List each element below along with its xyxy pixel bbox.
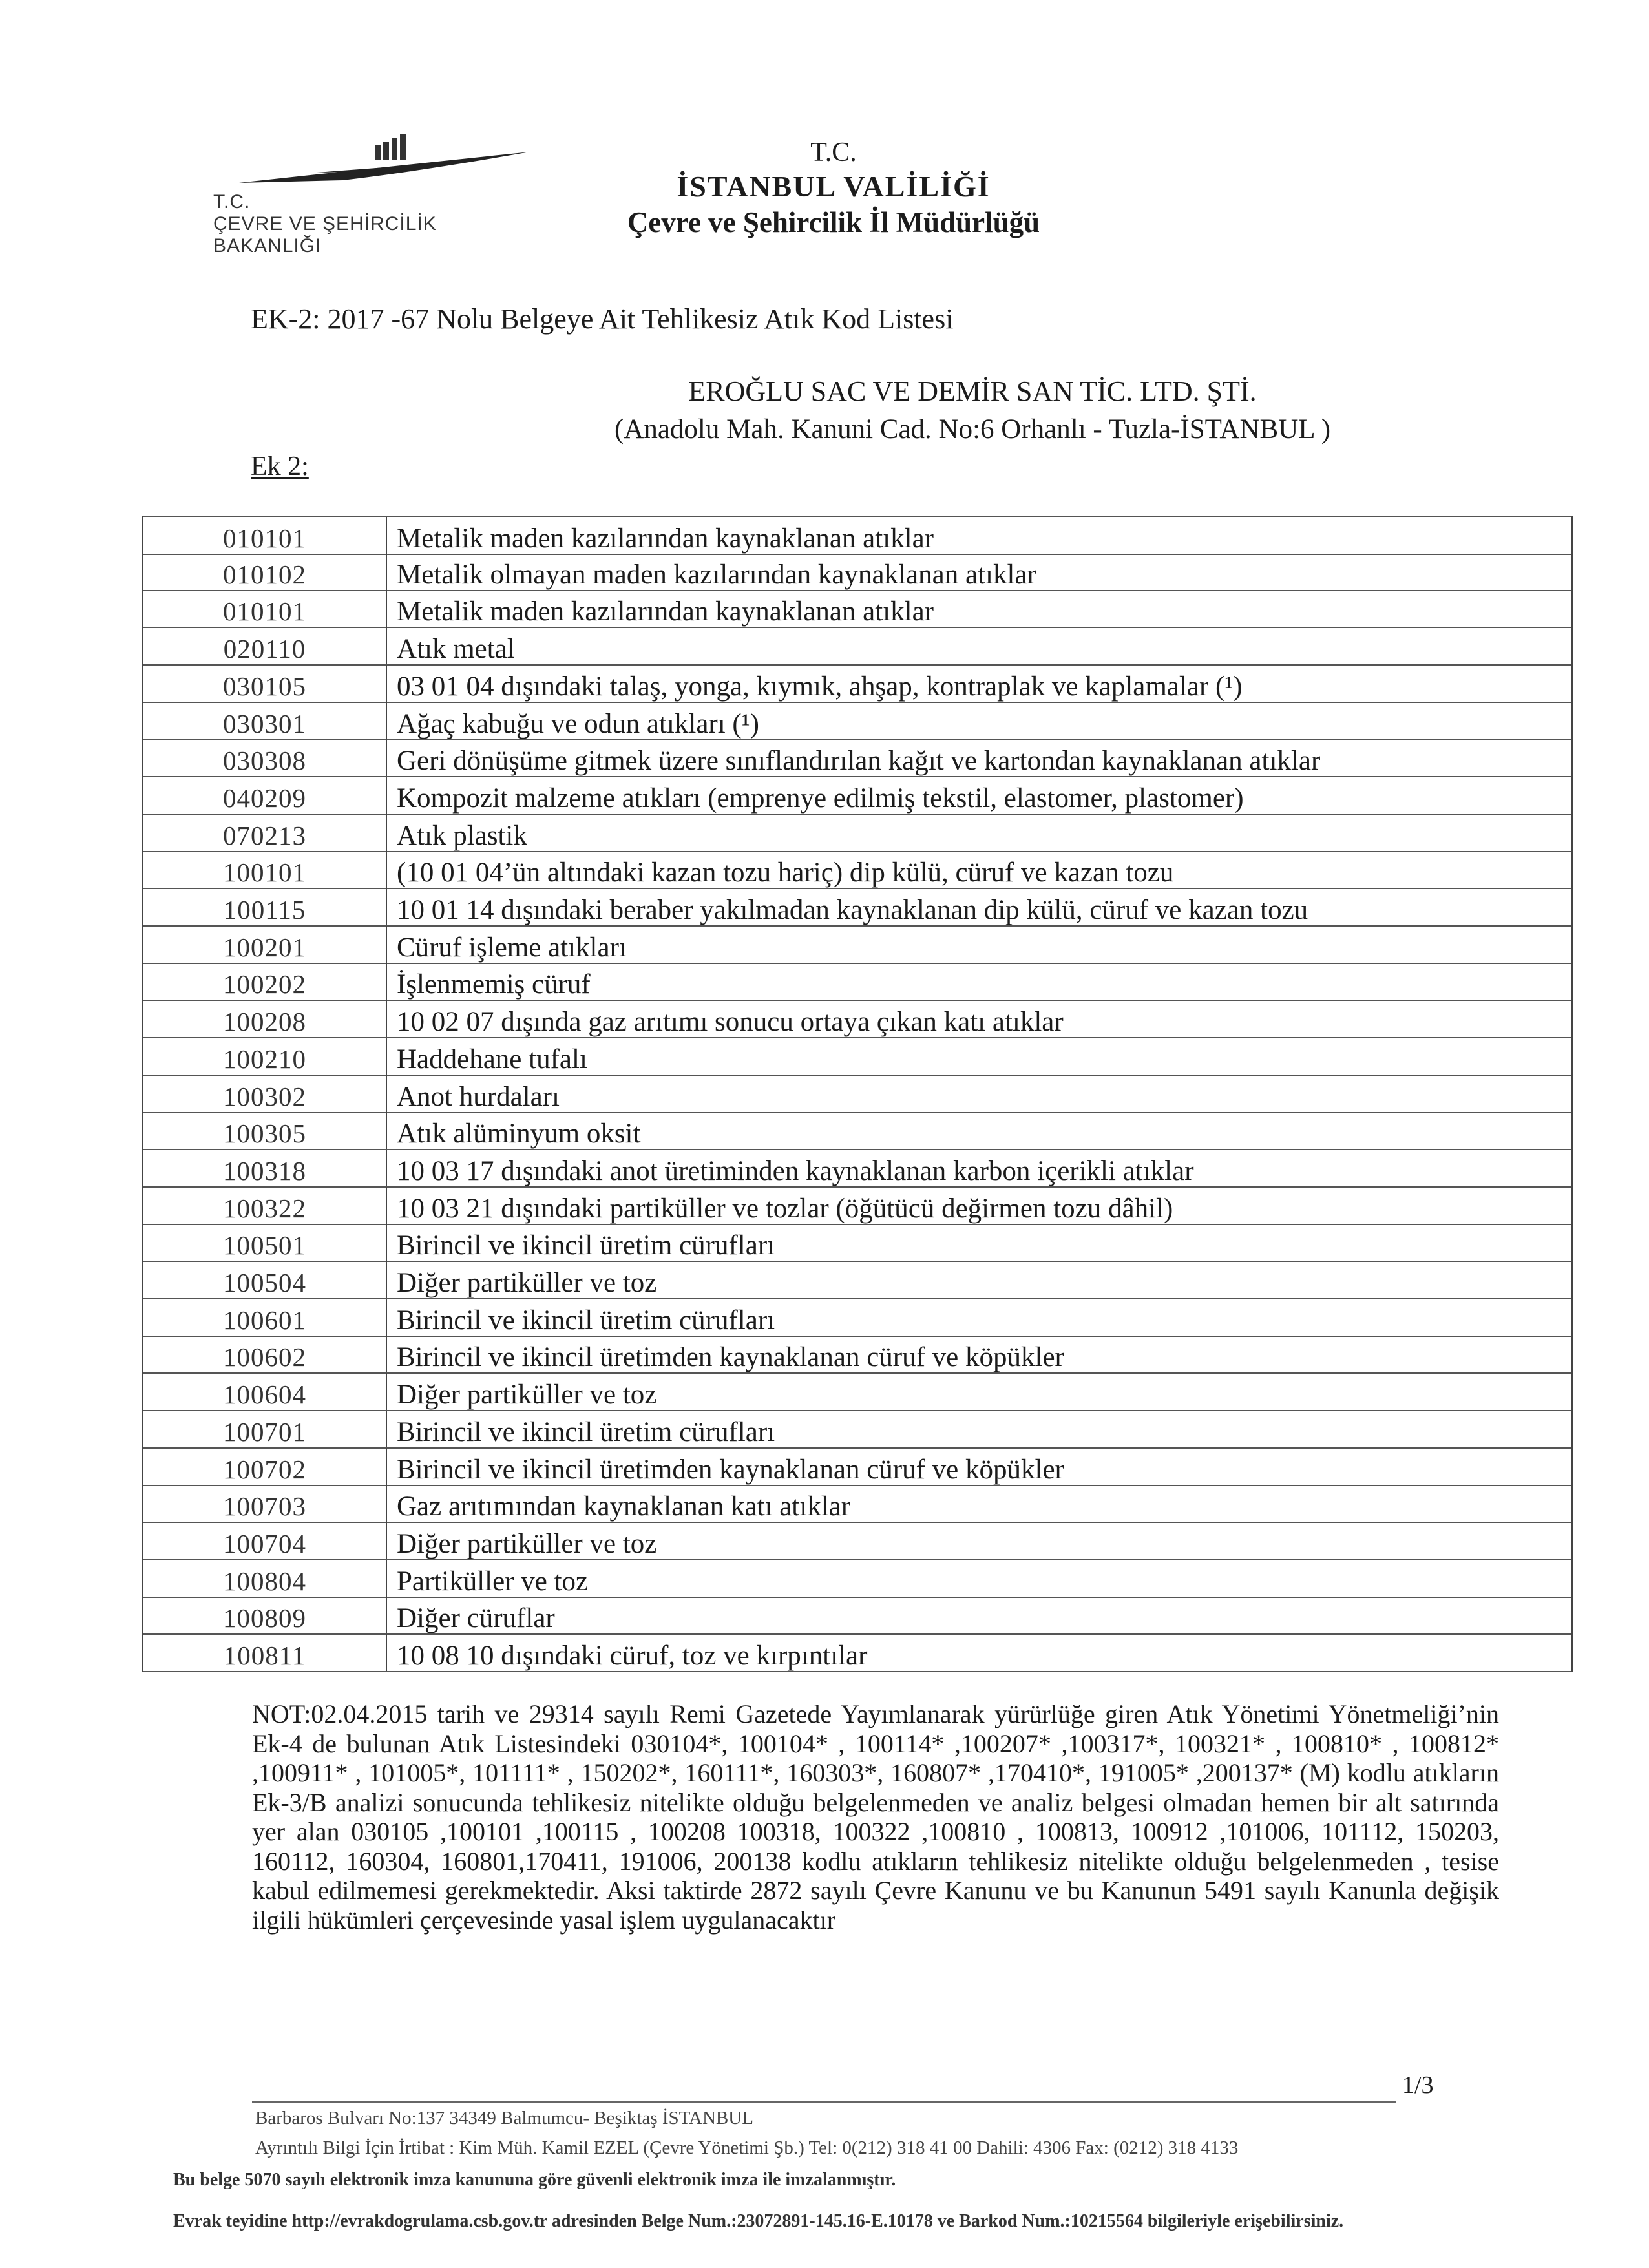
waste-description: Birincil ve ikincil üretim cürufları [397,1305,775,1336]
waste-code: 010101 [223,523,306,553]
column-divider [386,1336,387,1372]
table-row [143,926,1571,964]
legal-note: NOT:02.04.2015 tarih ve 29314 sayılı Remi Gazetede Yayımlanarak yürürlüğe giren Atık Yönetimi Yönetmeliği’nin Ek-4 de bulunan Atık Listesindeki 030104*, 100104* , 100114* ,100207* ,100317*, 100321* , 100810* , 100812* ,100911* , 101005*, 101111* , 150202*, 160111*, 160303*, 160807* ,170410*, 191005* ,200137* (M) kodlu atıkların Ek-3/B analizi sonucunda tehlikesiz nitelikte olduğu belgelenmeden ve analiz belgesi olmadan hemen bir alt satırında yer alan 030105 ,100101 ,100115 , 100208 100318, 100322 ,100810 , 100813, 100912 ,101006, 101112, 150203, 160112, 160304, 160801,170411, 191006, 200138 kodlu atıkların tehlikesiz nitelikte olduğu belgelenmeden , tesise kabul edilmemesi gerekmektedir. Aksi taktirde 2872 sayılı Çevre Kanunu ve bu Kanunun 5491 sayılı Kanunla değişik ilgili hükümleri çerçevesinde yasal işlem uygulanacaktır [252,1699,1499,1935]
table-row [143,739,1571,777]
waste-code: 100305 [223,1118,306,1149]
waste-code: 070213 [223,820,306,850]
header-valilik: İSTANBUL VALİLİĞİ [677,170,991,203]
annex-label: Ek 2: [251,452,309,481]
column-divider [386,553,387,590]
logo-line-bakanlik: BAKANLIĞI [213,235,322,257]
company-address: (Anadolu Mah. Kanuni Cad. No:6 Orhanlı - Tuzla-İSTANBUL ) [614,414,1331,445]
table-row [143,1038,1571,1076]
table-row [143,777,1571,815]
table-row [143,627,1571,666]
waste-description: Diğer partiküller ve toz [397,1380,657,1411]
waste-description: Partiküller ve toz [397,1566,589,1597]
table-row [143,1224,1571,1262]
column-divider [386,1000,387,1037]
footer-divider [252,2101,1396,2103]
table-row [143,1522,1571,1560]
table-row [143,1634,1571,1672]
table-row [143,1411,1571,1449]
waste-code: 100804 [223,1566,306,1596]
table-row [143,665,1571,703]
waste-description: Birincil ve ikincil üretimden kaynaklanan cüruf ve köpükler [397,1342,1064,1373]
waste-description: Geri dönüşüme gitmek üzere sınıflandırılan kağıt ve kartondan kaynaklanan atıklar [397,746,1321,777]
waste-code: 010102 [223,559,306,589]
logo-line-ministry: ÇEVRE VE ŞEHİRCİLİK [213,213,437,235]
waste-description: Gaz arıtımından kaynaklanan katı atıklar [397,1491,851,1522]
waste-description: Diğer partiküller ve toz [397,1528,657,1559]
waste-description: 10 02 07 dışında gaz arıtımı sonucu ortaya çıkan katı atıklar [397,1007,1064,1038]
waste-description: Birincil ve ikincil üretim cürufları [397,1416,775,1447]
waste-code: 100601 [223,1305,306,1335]
waste-description: 10 08 10 dışındaki cüruf, toz ve kırpıntılar [397,1641,868,1671]
table-row [143,851,1571,889]
column-divider [386,1224,387,1261]
footer-contact: Ayrıntılı Bilgi İçin İrtibat : Kim Müh. Kamil EZEL (Çevre Yönetimi Şb.) Tel: 0(212) 318 41 00 Dahili: 4306 Fax: (0212) 318 4133 [255,2137,1239,2158]
waste-code: 100302 [223,1081,306,1111]
waste-description: Anot hurdaları [397,1081,560,1112]
waste-code: 100208 [223,1007,306,1037]
column-divider [386,1075,387,1112]
waste-code: 040209 [223,782,306,813]
waste-description: Haddehane tufalı [397,1044,587,1075]
ministry-logo [213,132,575,268]
column-divider [386,1261,387,1298]
waste-description: Atık alüminyum oksit [397,1118,641,1150]
waste-code: 020110 [223,634,306,664]
column-divider [386,739,387,776]
column-divider [386,1597,387,1633]
column-divider [386,851,387,888]
waste-code: 100318 [223,1155,306,1186]
waste-code: 100701 [223,1416,306,1447]
waste-code: 100201 [223,932,306,962]
waste-code: 100101 [223,857,306,888]
waste-description: 10 03 21 dışındaki partiküller ve tozlar (öğütücü değirmen tozu dâhil) [397,1193,1173,1224]
column-divider [386,1150,387,1186]
waste-code: 100322 [223,1193,306,1223]
table-row [143,1000,1571,1038]
waste-description: 10 01 14 dışındaki beraber yakılmadan kaynaklanan dip külü, cüruf ve kazan tozu [397,895,1308,925]
column-divider [386,1560,387,1597]
waste-description: Diğer cüruflar [397,1603,555,1634]
column-divider [386,963,387,1000]
waste-description: Birincil ve ikincil üretim cürufları [397,1230,775,1261]
waste-code: 100202 [223,969,306,1000]
table-row [143,814,1571,852]
column-divider [386,1038,387,1075]
waste-description: Ağaç kabuğu ve odun atıkları (¹) [397,708,759,739]
header-mudurluk: Çevre ve Şehircilik İl Müdürlüğü [627,206,1040,238]
document-title: EK-2: 2017 -67 Nolu Belgeye Ait Tehlikesiz Atık Kod Listesi [251,303,954,335]
table-row [143,1299,1571,1337]
waste-code: 100501 [223,1230,306,1261]
column-divider [386,1187,387,1224]
waste-description: İşlenmemiş cüruf [397,969,591,1000]
waste-code: 100809 [223,1603,306,1633]
company-name: EROĞLU SAC VE DEMİR SAN TİC. LTD. ŞTİ. [688,375,1257,407]
waste-description: (10 01 04’ün altındaki kazan tozu hariç) dip külü, cüruf ve kazan tozu [397,857,1174,888]
waste-code: 100703 [223,1491,306,1522]
column-divider [386,1485,387,1522]
column-divider [386,1634,387,1671]
column-divider [386,1448,387,1485]
table-row [143,888,1571,927]
table-row [143,1597,1571,1635]
waste-code: 100702 [223,1454,306,1484]
column-divider [386,1411,387,1447]
column-divider [386,702,387,739]
column-divider [386,1373,387,1410]
waste-code: 100115 [223,895,306,925]
waste-code: 100504 [223,1268,306,1297]
table-row [143,1075,1571,1113]
waste-code-table [142,516,1573,1672]
table-row [143,516,1571,555]
waste-code: 100604 [223,1380,306,1410]
table-row [143,1336,1571,1374]
table-row [143,1261,1571,1299]
waste-description: Cüruf işleme atıkları [397,932,627,963]
column-divider [386,926,387,963]
waste-description: 03 01 04 dışındaki talaş, yonga, kıymık, ahşap, kontraplak ve kaplamalar (¹) [397,671,1243,702]
footer-signature-notice: Bu belge 5070 sayılı elektronik imza kanununa göre güvenli elektronik imza ile imzalanmıştır. [173,2170,896,2190]
table-row [143,702,1571,740]
footer-verification-link[interactable]: Evrak teyidine http://evrakdogrulama.csb.gov.tr adresinden Belge Num.:23072891-145.16-E.10178 ve Barkod Num.:10215564 bilgileriyle erişebilirsiniz. [173,2211,1344,2231]
waste-code: 100704 [223,1528,306,1559]
table-row [143,590,1571,628]
table-row [143,1112,1571,1150]
waste-description: Metalik olmayan maden kazılarından kaynaklanan atıklar [397,559,1036,590]
column-divider [386,1299,387,1336]
column-divider [386,1112,387,1149]
waste-code: 100210 [223,1044,306,1074]
waste-code: 030308 [223,746,306,776]
waste-description: Atık metal [397,634,515,665]
waste-description: Metalik maden kazılarından kaynaklanan atıklar [397,596,934,627]
table-row [143,1150,1571,1188]
column-divider [386,590,387,627]
column-divider [386,1522,387,1559]
table-row [143,1560,1571,1598]
table-row [143,553,1571,591]
waste-code: 030301 [223,708,306,739]
column-divider [386,777,387,814]
column-divider [386,627,387,664]
column-divider [386,517,387,554]
ministry-logo-icon [226,132,562,191]
table-row [143,1187,1571,1225]
logo-line-tc: T.C. [213,191,251,213]
waste-description: 10 03 17 dışındaki anot üretiminden kaynaklanan karbon içerikli atıklar [397,1155,1194,1186]
waste-description: Kompozit malzeme atıkları (emprenye edilmiş tekstil, elastomer, plastomer) [397,782,1244,814]
column-divider [386,814,387,851]
waste-description: Metalik maden kazılarından kaynaklanan atıklar [397,523,934,554]
waste-description: Diğer partiküller ve toz [397,1268,657,1298]
table-row [143,1373,1571,1411]
table-row [143,1485,1571,1523]
waste-code: 030105 [223,671,306,701]
column-divider [386,665,387,702]
waste-code: 010101 [223,596,306,627]
footer-address: Barbaros Bulvarı No:137 34349 Balmumcu- Beşiktaş İSTANBUL [255,2108,753,2128]
page-number: 1/3 [1402,2072,1434,2099]
table-row [143,1448,1571,1486]
column-divider [386,888,387,925]
waste-code: 100811 [223,1641,306,1670]
table-row [143,963,1571,1001]
waste-code: 100602 [223,1342,306,1372]
waste-description: Atık plastik [397,820,527,851]
header-tc: T.C. [810,138,857,167]
waste-description: Birincil ve ikincil üretimden kaynaklanan cüruf ve köpükler [397,1454,1064,1485]
